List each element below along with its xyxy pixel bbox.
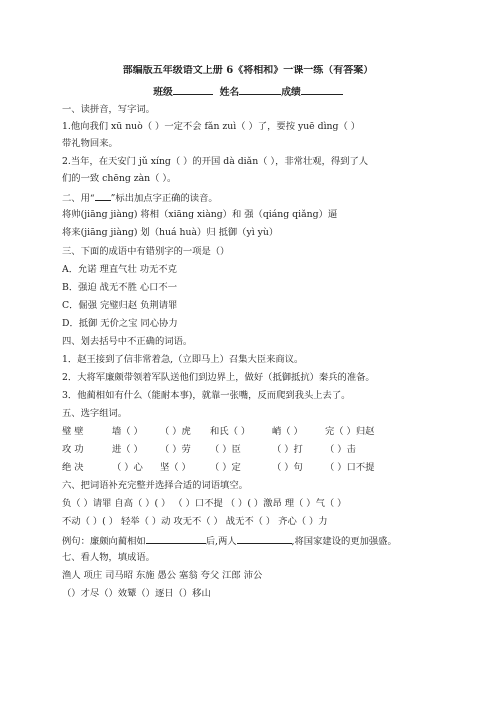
s5-r1-item: 完（ ）归赵 bbox=[325, 426, 375, 437]
s5-r3-item: 坚（ ） bbox=[160, 462, 191, 473]
s4-line-1: 1．赵王接到了信非常着急,（立即马上）召集大臣来商议。 bbox=[62, 354, 304, 365]
s5-r1-item: 和氏（ ） bbox=[210, 426, 251, 437]
name-blank[interactable] bbox=[239, 85, 281, 95]
s7-names: 渔人 项庄 司马昭 东施 愚公 塞翁 夸父 江郎 沛公 bbox=[62, 570, 263, 581]
s1-line-4: 们的一致 chēng zàn（ ）。 bbox=[62, 173, 177, 184]
s5-r1-item: 墙（ ） bbox=[112, 426, 143, 437]
section-1-heading: 一、读拼音，写字词。 bbox=[62, 104, 155, 115]
s5-r1-item: 峭（ ） bbox=[272, 426, 303, 437]
option-c: C．倔强 完璧归赵 负荆请罪 bbox=[62, 300, 178, 311]
section-3-heading: 三、下面的成语中有错别字的一项是（） bbox=[62, 246, 230, 257]
s6-example-mid: 后,两人 bbox=[205, 536, 237, 547]
s4-line-2: 2．大将军廉颇带领着军队送他们到边界上，做好（抵御抵抗）秦兵的准备。 bbox=[62, 372, 375, 383]
document-title: 部编版五年级语文上册 6《将相和》一课一练（有答案） bbox=[122, 65, 374, 76]
s1-line-3: 2.当年，在天安门 jǔ xíng（ ）的开国 dà diǎn（ ），非常壮观，得到了人 bbox=[62, 156, 369, 167]
s5-r3-chars: 绝 决 bbox=[62, 462, 84, 473]
s5-r3-item: （ ）口不提 bbox=[325, 462, 375, 473]
class-label: 班级 bbox=[153, 87, 173, 98]
s5-r2-item: （ ）劳 bbox=[160, 444, 191, 455]
option-d: D．抵御 无价之宝 同心协力 bbox=[62, 318, 178, 329]
s5-r1-chars: 璧 壁 bbox=[62, 426, 84, 437]
s5-r3-item: （ ）心 bbox=[112, 462, 143, 473]
section-7-heading: 七、看人物，填成语。 bbox=[62, 552, 155, 563]
s6-example bbox=[62, 534, 456, 548]
s7-line-1: （）才尽（）效颦（）逐日（）移山 bbox=[62, 588, 211, 599]
s6-example-start: 例句：廉颇向蔺相如 bbox=[62, 536, 146, 547]
option-a: A．允诺 理直气壮 功无不克 bbox=[62, 264, 177, 275]
s6-line-2: 不动（ ）( ） 轻举（ ）动 攻无不（ ） 战无不（ ） 齐心（ ）力 bbox=[62, 516, 328, 527]
s5-r3-item: （ ）句 bbox=[272, 462, 303, 473]
s6-line-1: 负（ ）请罪 自高（ ）( ） （ ）口不提 （ ）( ）激昂 理（ ）气（ ） bbox=[62, 498, 347, 509]
s5-r1-item: （ ）虎 bbox=[160, 426, 191, 437]
s2-heading-end: ”标出加点字正确的读音。 bbox=[110, 193, 218, 204]
score-label: 成绩 bbox=[281, 87, 301, 98]
section-2-heading bbox=[62, 191, 456, 205]
student-info-line bbox=[0, 85, 496, 99]
s1-line-2: 带礼物回来。 bbox=[62, 138, 118, 149]
s6-example-end: ,将国家建设的更加强盛。 bbox=[291, 536, 397, 547]
name-label: 姓名 bbox=[219, 87, 240, 98]
section-4-heading: 四、划去括号中不正确的词语。 bbox=[62, 336, 193, 347]
score-blank[interactable] bbox=[301, 85, 343, 95]
s5-r2-chars: 攻 功 bbox=[62, 444, 84, 455]
s5-r2-item: （ ）击 bbox=[325, 444, 356, 455]
underline-mark-blank bbox=[95, 191, 111, 201]
s5-r2-item: 进（ ） bbox=[112, 444, 143, 455]
example-blank-1[interactable] bbox=[146, 534, 206, 544]
s2-line-1: 将帅(jiāng jiàng) 将相（xiāng xiàng）和 强（qiáng qiǎng）逼 bbox=[62, 209, 338, 220]
s5-r2-item: （ ）臣 bbox=[210, 444, 241, 455]
s5-r3-item: （ ）定 bbox=[210, 462, 241, 473]
option-b: B．强迫 战无不胜 心口不一 bbox=[62, 282, 178, 293]
s2-heading-start: 二、用“ bbox=[62, 193, 95, 204]
section-6-heading: 六、把词语补充完整并选择合适的词语填空。 bbox=[62, 480, 248, 491]
s1-line-1: 1.他向我们 xū nuò（ ）一定不会 fǎn zuì（ ）了，要按 yuē dìng（ ） bbox=[62, 121, 361, 132]
section-5-heading: 五、选字组词。 bbox=[62, 408, 128, 419]
example-blank-2[interactable] bbox=[237, 534, 292, 544]
s4-line-3: 3．他蔺相如有什么（能耐本事)，就靠一张嘴，反而爬到我头上去了。 bbox=[62, 390, 351, 401]
s5-r2-item: （ ）打 bbox=[272, 444, 303, 455]
class-blank[interactable] bbox=[173, 85, 213, 95]
s2-line-2: 将来(jiāng jiàng) 划（huá huà）归 抵御（yì yù） bbox=[62, 227, 279, 238]
